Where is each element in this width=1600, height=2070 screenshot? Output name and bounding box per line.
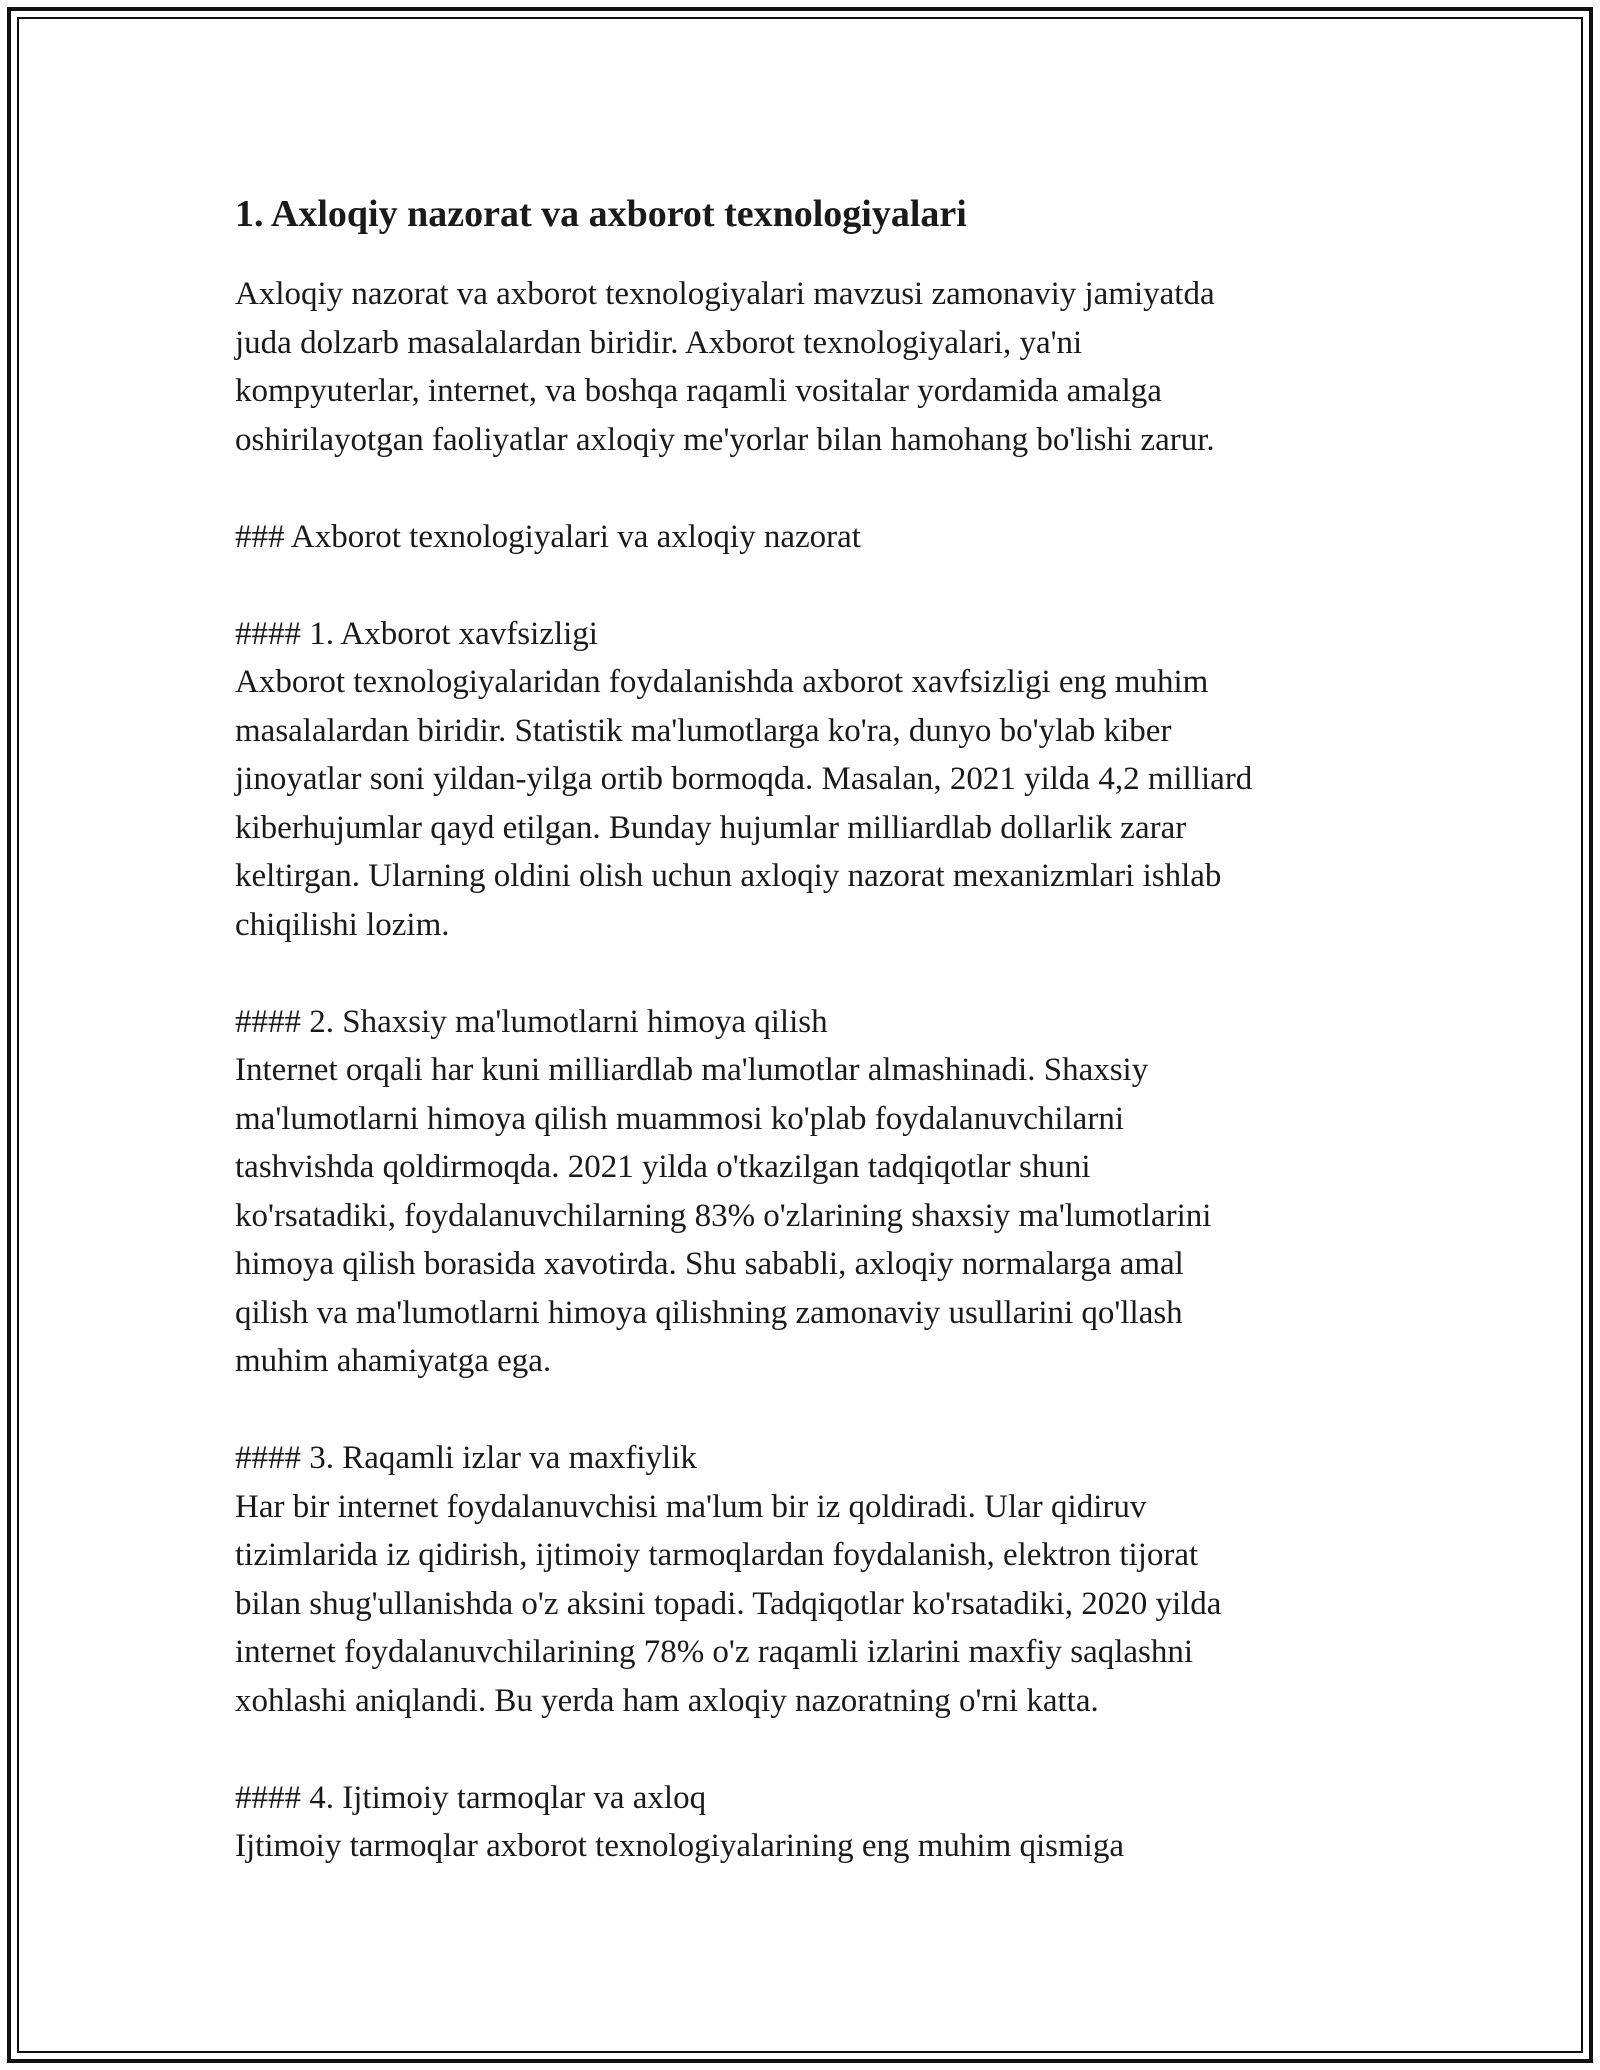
text-line: tashvishda qoldirmoqda. 2021 yilda o'tkazilgan tadqiqotlar shuni [235, 1149, 1091, 1185]
text-line: kiberhujumlar qayd etilgan. Bunday hujumlar milliardlab dollarlik zarar [235, 809, 1187, 846]
document-text [235, 270, 1385, 1871]
subsection-ijtimoiy-tarmoqlar [235, 1774, 1385, 1871]
text-line: bilan shug'ullanishda o'z aksini topadi. Tadqiqotlar ko'rsatadiki, 2020 yilda [235, 1585, 1222, 1622]
text-line: chiqilishi lozim. [235, 906, 450, 943]
text-line: jinoyatlar soni yildan-yilga ortib bormoqda. Masalan, 2021 yilda 4,2 milliard [235, 761, 1253, 797]
blank-line [235, 561, 1385, 610]
text-line: himoya qilish borasida xavotirda. Shu sababli, axloqiy normalarga amal [235, 1246, 1184, 1282]
text-line: ko'rsatadiki, foydalanuvchilarning 83% o'zlarining shaxsiy ma'lumotlarini [235, 1197, 1212, 1234]
text-line: ma'lumotlarni himoya qilish muammosi ko'plab foydalanuvchilarni [235, 1100, 1124, 1137]
document-body [235, 188, 1385, 1871]
text-line: juda dolzarb masalalardan biridir. Axborot texnologiyalari, ya'ni [235, 324, 1083, 361]
blank-line [235, 464, 1385, 513]
text-line: Axloqiy nazorat va axborot texnologiyalari mavzusi zamonaviy jamiyatda [235, 276, 1215, 312]
text-line: kompyuterlar, internet, va boshqa raqamli vositalar yordamida amalga [235, 373, 1162, 409]
subsection-heading: #### 3. Raqamli izlar va maxfiylik [235, 1440, 697, 1476]
subsection-axborot-xavfsizligi [235, 610, 1385, 950]
text-line: Axborot texnologiyalaridan foydalanishda axborot xavfsizligi eng muhim [235, 664, 1209, 700]
subsection-shaxsiy-malumotlar [235, 998, 1385, 1386]
text-line: keltirgan. Ularning oldini olish uchun axloqiy nazorat mexanizmlari ishlab [235, 858, 1222, 894]
text-line: tizimlarida iz qidirish, ijtimoiy tarmoqlardan foydalanish, elektron tijorat [235, 1537, 1199, 1573]
text-line: xohlashi aniqlandi. Bu yerda ham axloqiy nazoratning o'rni katta. [235, 1682, 1099, 1719]
intro-paragraph [235, 270, 1385, 464]
text-line: Ijtimoiy tarmoqlar axborot texnologiyalarining eng muhim qismiga [235, 1828, 1125, 1864]
blank-line [235, 1725, 1385, 1774]
text-line: muhim ahamiyatga ega. [235, 1343, 552, 1379]
text-line: Har bir internet foydalanuvchisi ma'lum bir iz qoldiradi. Ular qidiruv [235, 1488, 1147, 1525]
document-title: 1. Axloqiy nazorat va axborot texnologiyalari [235, 193, 967, 235]
blank-line [235, 949, 1385, 998]
subsection-heading: #### 2. Shaxsiy ma'lumotlarni himoya qilish [235, 1003, 828, 1040]
subsection-heading: #### 4. Ijtimoiy tarmoqlar va axloq [235, 1779, 707, 1816]
text-line: internet foydalanuvchilarining 78% o'z raqamli izlarini maxfiy saqlashni [235, 1634, 1194, 1670]
text-line: masalalardan biridir. Statistik ma'lumotlarga ko'ra, dunyo bo'ylab kiber [235, 712, 1172, 749]
blank-line [235, 1386, 1385, 1435]
section-heading: ### Axborot texnologiyalari va axloqiy nazorat [235, 518, 861, 555]
subsection-heading: #### 1. Axborot xavfsizligi [235, 615, 598, 652]
text-line: qilish va ma'lumotlarni himoya qilishning zamonaviy usullarini qo'llash [235, 1294, 1183, 1331]
text-line: Internet orqali har kuni milliardlab ma'lumotlar almashinadi. Shaxsiy [235, 1052, 1149, 1088]
text-line: oshirilayotgan faoliyatlar axloqiy me'yorlar bilan hamohang bo'lishi zarur. [235, 421, 1215, 458]
subsection-raqamli-izlar [235, 1434, 1385, 1725]
